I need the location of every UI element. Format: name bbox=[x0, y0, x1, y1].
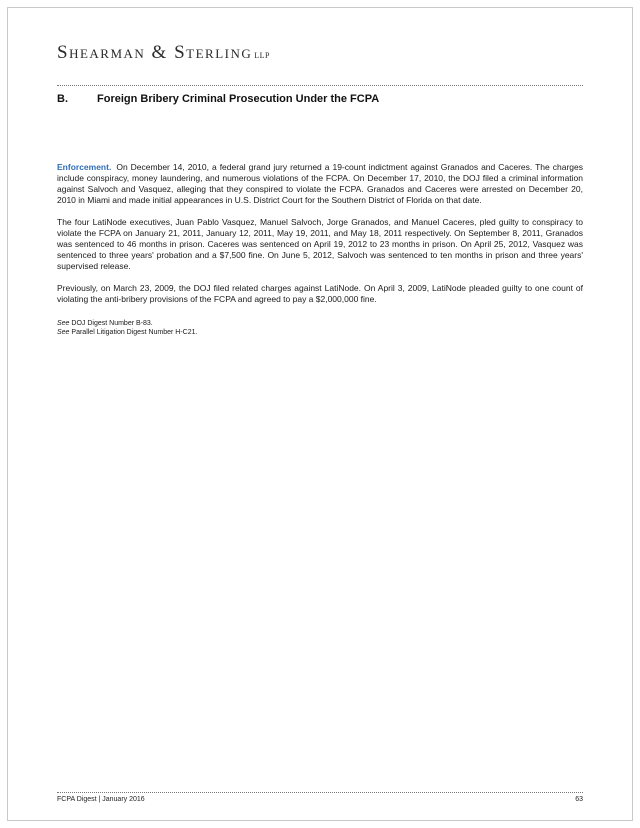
enforcement-label: Enforcement. bbox=[57, 162, 112, 172]
footer-page-number: 63 bbox=[575, 796, 583, 803]
firm-logo-suffix: LLP bbox=[254, 51, 270, 60]
section-heading bbox=[57, 93, 583, 105]
page-footer bbox=[57, 796, 583, 803]
citation-text: Parallel Litigation Digest Number H-C21. bbox=[69, 329, 198, 336]
paragraph-sentencing: The four LatiNode executives, Juan Pablo Vasquez, Manuel Salvoch, Jorge Granados, and Manuel Caceres, pled guilty to conspiracy to violate the FCPA on January 21, 2011, January 12, 2011, May 19, 2011, and May 18, 2011 respectively. On September 8, 2011, Granados was sentenced to 46 months in prison. Caceres was sentenced on April 19, 2012 to 23 months in prison. On April 25, 2012, Vasquez was sentenced to three years' probation and a $7,500 fine. On June 5, 2012, Salvoch was sentenced to ten months in prison and three years' supervised release. bbox=[57, 217, 583, 271]
citation-line bbox=[57, 328, 583, 337]
paragraph-previous-charges: Previously, on March 23, 2009, the DOJ filed related charges against LatiNode. On April 3, 2009, LatiNode pleaded guilty to one count of violating the anti-bribery provisions of the FCPA and agreed to pay a $2,000,000 fine. bbox=[57, 283, 583, 304]
footer-dotted-rule bbox=[57, 792, 583, 793]
citation-see-label: See bbox=[57, 329, 70, 336]
citation-line bbox=[57, 319, 583, 328]
header-dotted-rule bbox=[57, 85, 583, 86]
citation-text: DOJ Digest Number B-83. bbox=[69, 320, 153, 327]
citations-block bbox=[57, 319, 583, 337]
section-heading-title: Foreign Bribery Criminal Prosecution Under the FCPA bbox=[97, 93, 380, 105]
firm-logo bbox=[57, 42, 270, 64]
page-border bbox=[7, 7, 633, 821]
section-heading-number: B. bbox=[57, 93, 68, 105]
footer-document-title: FCPA Digest | January 2016 bbox=[57, 796, 145, 803]
paragraph-enforcement bbox=[57, 162, 583, 206]
citation-see-label: See bbox=[57, 320, 70, 327]
paragraph-enforcement-text: On December 14, 2010, a federal grand jury returned a 19-count indictment against Granados and Caceres. The charges include conspiracy, money laundering, and numerous violations of the FCPA. On December 17, 2010, the DOJ filed a criminal information against Salvoch and Vasquez, alleging that they conspired to violate the FCPA. Granados and Caceres were arrested on December 20, 2010 in Miami and made initial appearances in U.S. District Court for the Southern District of Florida on that date. bbox=[57, 162, 583, 205]
firm-logo-name: Shearman & Sterling bbox=[57, 42, 253, 63]
document-body bbox=[57, 162, 583, 337]
